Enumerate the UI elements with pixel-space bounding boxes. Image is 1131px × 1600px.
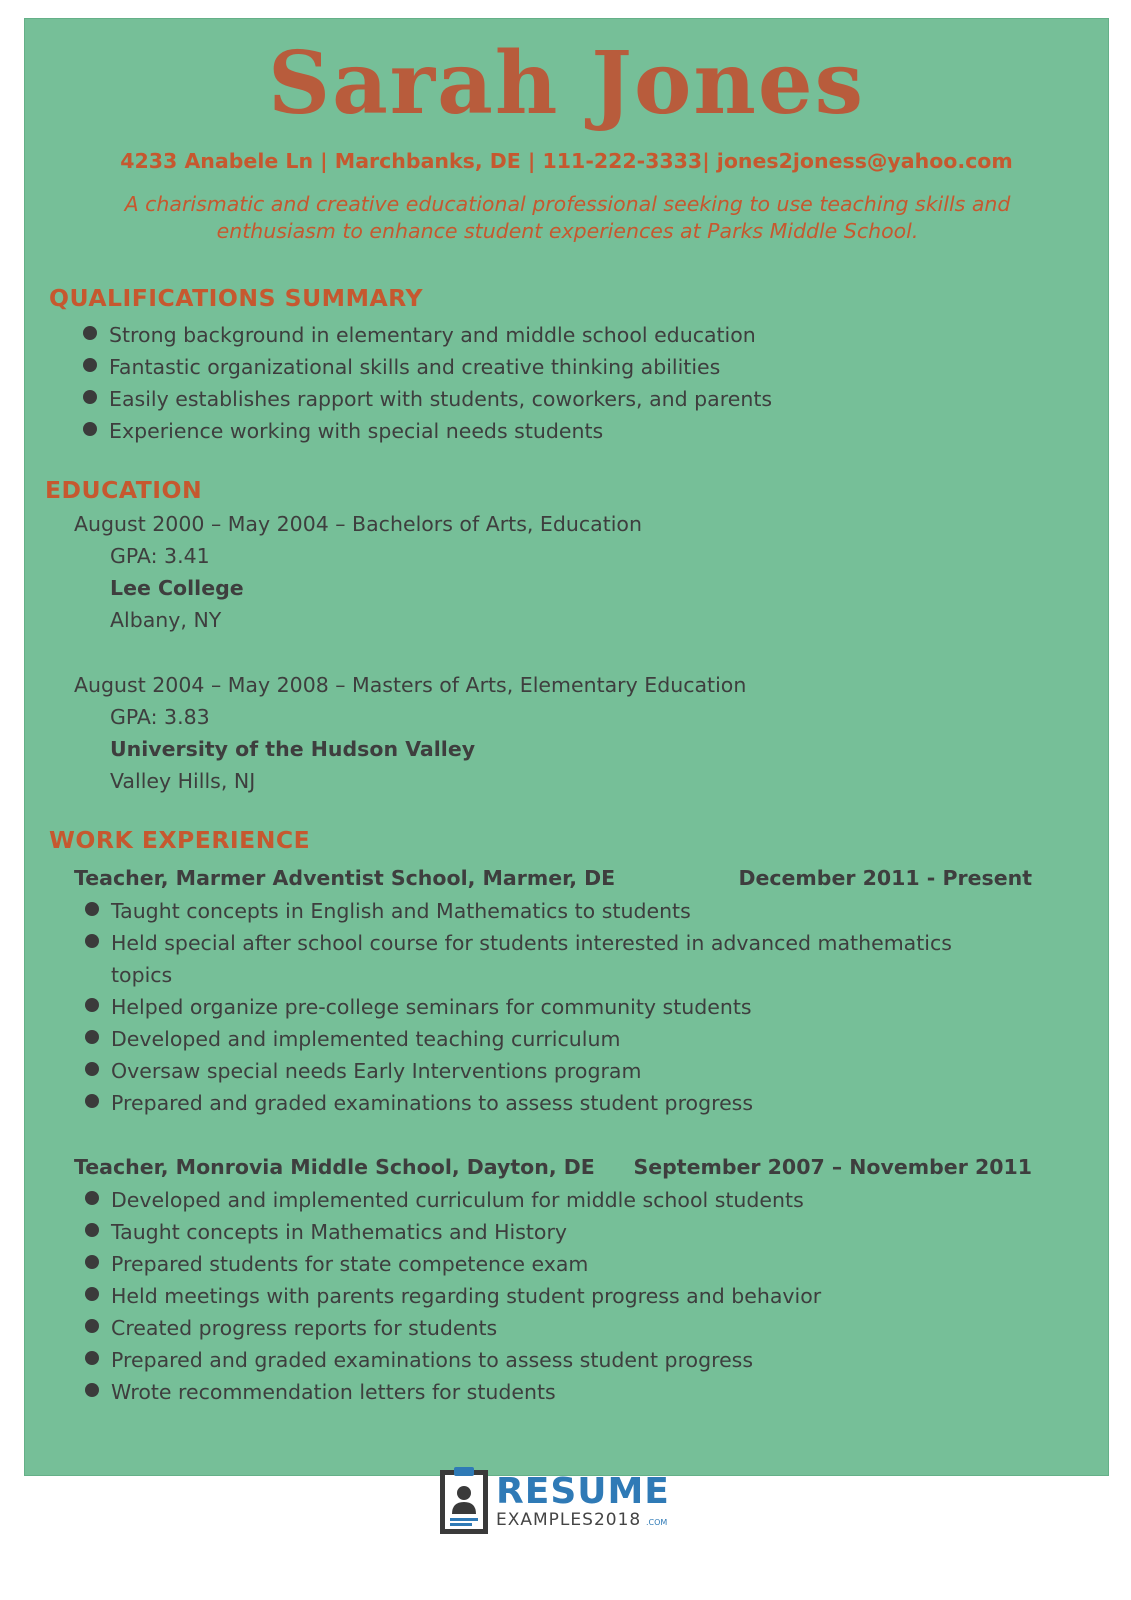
bullet-icon bbox=[85, 934, 99, 948]
bullet-icon bbox=[83, 390, 97, 404]
objective-statement: A charismatic and creative educational professional seeking to use teaching skills and enthusiasm to enhance student experiences at Parks Middle School. bbox=[124, 192, 1011, 243]
qualifications-heading: QUALIFICATIONS SUMMARY bbox=[49, 284, 423, 312]
bullet-icon bbox=[85, 1062, 99, 1076]
bullet-icon bbox=[85, 1383, 99, 1397]
education-location: Valley Hills, NJ bbox=[110, 769, 256, 793]
job-dates: December 2011 - Present bbox=[738, 866, 1032, 890]
bullet-icon bbox=[85, 1223, 99, 1237]
bullet-icon bbox=[85, 1191, 99, 1205]
bullet-icon bbox=[85, 1287, 99, 1301]
bullet-icon bbox=[85, 1319, 99, 1333]
education-school: Lee College bbox=[110, 576, 244, 600]
contact-line: 4233 Anabele Ln | Marchbanks, DE | 111-222-3333| jones2joness@yahoo.com bbox=[120, 149, 1013, 173]
resume-sheet: Sarah Jones 4233 Anabele Ln | Marchbanks, DE | 111-222-3333| jones2joness@yahoo.com A charismatic and creative educational professional seeking to use teaching skills and enthusiasm to enhance student experiences at Parks Middle School. QUALIFICATIONS SUMMARY Strong background in elementary and middle school education Fantastic organizational skills and creative thinking abilities Easily establishes rapport with students, coworkers, and parents Experience working with special needs students EDUCATION August 2000 – May 2004 – Bachelors of Arts, Education GPA: 3.41 Lee College Albany, NY August 2004 – May 2008 – Masters of Arts, Elementary Education GPA: 3.83 University of the Hudson Valley Valley Hills, NJ WORK EXPERIENCE Teacher, Marmer Adventist School, Marmer, DE December 2011 - Present Taught concepts in English and Mathematics to students Held special after school course for students interested in advanced mathematics topics Helped organize pre-college seminars for community students Developed and implemented teaching curriculum Oversaw special needs Early Interventions program Prepared and graded examinations to assess student progress Teacher, Monrovia Middle School, Dayton, DE September 2007 – November 2011 Developed and implemented curriculum for middle school students Taught concepts in Mathematics and History Prepared students for state competence exam Held meetings with parents regarding student progress and behavior Created progress reports for students Prepared and graded examinations to assess student progress Wrote recommendation letters for students bbox=[24, 18, 1109, 1476]
education-location: Albany, NY bbox=[110, 608, 222, 632]
logo-word-resume: RESUME bbox=[496, 1471, 670, 1512]
resume-name: Sarah Jones bbox=[267, 33, 866, 134]
job-dates: September 2007 – November 2011 bbox=[633, 1155, 1032, 1179]
job-title: Teacher, Marmer Adventist School, Marmer, DE bbox=[74, 866, 616, 890]
bullet-icon bbox=[83, 422, 97, 436]
education-school: University of the Hudson Valley bbox=[110, 737, 476, 761]
education-entry-dates: August 2000 – May 2004 – Bachelors of Arts, Education bbox=[74, 512, 642, 536]
bullet-icon bbox=[83, 326, 97, 340]
bullet-icon bbox=[85, 1351, 99, 1365]
education-heading: EDUCATION bbox=[45, 476, 203, 504]
clipboard-person-icon bbox=[438, 1466, 490, 1536]
logo-word-com: .COM bbox=[646, 1518, 668, 1527]
education-gpa: GPA: 3.41 bbox=[110, 544, 210, 568]
bullet-icon bbox=[85, 1030, 99, 1044]
bullet-icon bbox=[83, 358, 97, 372]
education-gpa: GPA: 3.83 bbox=[110, 705, 210, 729]
bullet-icon bbox=[85, 998, 99, 1012]
education-entry-dates: August 2004 – May 2008 – Masters of Arts, Elementary Education bbox=[74, 673, 747, 697]
bullet-icon bbox=[85, 902, 99, 916]
work-experience-heading: WORK EXPERIENCE bbox=[49, 826, 311, 854]
bullet-icon bbox=[85, 1094, 99, 1108]
resume-examples-logo[interactable] bbox=[438, 1466, 688, 1538]
bullet-icon bbox=[85, 1255, 99, 1269]
logo-word-examples: EXAMPLES2018 bbox=[496, 1510, 642, 1530]
job-title: Teacher, Monrovia Middle School, Dayton, DE bbox=[74, 1155, 595, 1179]
